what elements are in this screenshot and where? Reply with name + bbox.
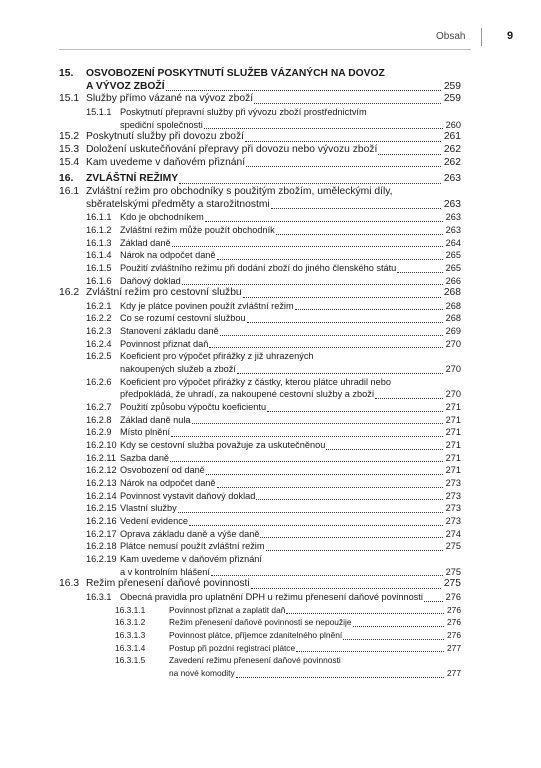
dot-leader xyxy=(246,166,441,167)
toc-entry-title: Daňový doklad xyxy=(120,275,181,286)
toc-entry[interactable] xyxy=(59,477,461,490)
toc-entry[interactable] xyxy=(59,325,461,338)
toc-entry-title: Nárok na odpočet daně xyxy=(120,478,216,488)
toc-entry-page: 263 xyxy=(443,198,461,210)
dot-leader xyxy=(254,103,441,104)
toc-entry-title: Zvláštní režim pro obchodníky s použitým zbožím, uměleckými díly, xyxy=(86,185,393,197)
toc-entry-number: 16. xyxy=(59,173,74,185)
toc-entry-page: 271 xyxy=(445,414,461,425)
dot-leader xyxy=(236,677,444,678)
toc-entry-page: 271 xyxy=(445,465,461,476)
toc-entry-title: Plátce nemusí použít zvláštní režim xyxy=(120,541,265,552)
running-header-section: Obsah xyxy=(436,31,466,42)
toc-entry[interactable] xyxy=(59,540,461,553)
toc-entry-number: 16.1.1 xyxy=(86,212,112,223)
toc-entry-title: Kam uvedeme v daňovém přiznání xyxy=(86,156,246,168)
toc-entry-number: 16.1 xyxy=(59,185,80,197)
dot-leader xyxy=(286,613,444,614)
toc-entry-page: 259 xyxy=(443,80,461,92)
toc-entry[interactable] xyxy=(59,287,461,300)
toc-entry-number: 16.2.10 xyxy=(86,440,117,451)
dot-leader xyxy=(256,499,442,500)
toc-entry-page: 273 xyxy=(445,503,461,514)
toc-entry[interactable] xyxy=(59,68,461,93)
dot-leader xyxy=(178,512,443,513)
toc-entry-page: 273 xyxy=(445,478,461,488)
toc-entry-title: Použití zvláštního režimu při dodání zboží do jiného členského státu xyxy=(120,262,397,273)
toc-entry-title: Obecná pravidla pro uplatnění DPH u režimu přenesení daňové povinnosti xyxy=(120,591,423,602)
toc-entry[interactable] xyxy=(59,211,461,224)
dot-leader xyxy=(243,297,441,298)
toc-entry-number: 15.4 xyxy=(59,156,80,168)
toc-entry-title: Režim přenesení daňové povinnosti se nepoužije xyxy=(169,617,352,628)
dot-leader xyxy=(267,411,443,412)
toc-entry-page: 273 xyxy=(445,515,461,526)
table-of-contents xyxy=(59,68,461,680)
toc-entry-number: 16.2.11 xyxy=(86,452,116,463)
toc-entry-page: 275 xyxy=(445,541,461,552)
toc-entry-page: 263 xyxy=(445,224,461,235)
toc-entry[interactable] xyxy=(59,312,461,325)
toc-entry-title: Osvobození od daně xyxy=(120,465,205,476)
toc-entry-title: předpokládá, že uhradí, za nakoupené cestovní služby a zboží xyxy=(120,389,375,400)
toc-entry-number: 16.2.8 xyxy=(86,414,112,425)
toc-entry[interactable] xyxy=(59,616,461,629)
toc-entry-number: 16.2.6 xyxy=(86,376,112,387)
toc-entry-title: Doložení uskutečňování přepravy při dovozu nebo vývozu zboží xyxy=(86,143,378,155)
toc-entry-page: 263 xyxy=(445,212,461,223)
toc-entry-page: 262 xyxy=(443,156,461,168)
toc-entry[interactable] xyxy=(59,186,461,211)
toc-entry-page: 266 xyxy=(445,275,461,286)
toc-entry-title: Povinnost vystavit daňový doklad xyxy=(120,490,256,501)
toc-entry-title: Vedení evidence xyxy=(120,515,188,526)
toc-entry-number: 15.1 xyxy=(59,93,80,105)
dot-leader xyxy=(211,575,443,576)
toc-entry[interactable] xyxy=(59,249,461,262)
toc-entry-title: Poskytnutí služby při dovozu zboží xyxy=(86,131,244,143)
toc-entry[interactable] xyxy=(59,553,461,578)
toc-entry-number: 16.2.14 xyxy=(86,490,117,501)
toc-entry-page: 273 xyxy=(445,490,461,501)
dot-leader xyxy=(217,259,443,260)
dot-leader xyxy=(266,550,443,551)
toc-entry[interactable] xyxy=(59,452,461,465)
toc-entry[interactable] xyxy=(59,106,461,131)
dot-leader xyxy=(192,423,443,424)
toc-entry-title: Zvláštní režim pro cestovní službu xyxy=(86,287,242,299)
toc-entry-title: Služby přímo vázané na vývoz zboží xyxy=(86,93,254,105)
toc-entry-title: Koeficient pro výpočet přirážky z částky, kterou plátce uhradil nebo xyxy=(120,376,391,387)
toc-entry-number: 15. xyxy=(59,68,74,79)
toc-entry-page: 276 xyxy=(447,617,461,628)
toc-entry-number: 16.1.4 xyxy=(86,250,112,261)
toc-entry[interactable] xyxy=(59,654,461,679)
header-divider xyxy=(481,28,482,46)
dot-leader xyxy=(353,626,445,627)
toc-entry[interactable] xyxy=(59,642,461,655)
dot-leader xyxy=(271,208,441,209)
toc-entry-title: Koeficient pro výpočet přirážky z již uhrazených xyxy=(120,351,314,362)
toc-entry-number: 16.2.19 xyxy=(86,553,117,564)
dot-leader xyxy=(182,284,443,285)
dot-leader xyxy=(295,309,443,310)
toc-entry-number: 16.1.3 xyxy=(86,237,112,248)
toc-entry-page: 274 xyxy=(445,528,461,539)
toc-entry-page: 277 xyxy=(447,642,461,653)
toc-entry-page: 271 xyxy=(445,452,461,463)
toc-entry[interactable] xyxy=(59,338,461,351)
toc-entry-number: 16.2.18 xyxy=(86,541,117,552)
toc-entry-title: Co se rozumí cestovní službou xyxy=(120,313,246,324)
toc-entry-number: 16.2.7 xyxy=(86,402,112,413)
toc-entry-title: a v kontrolním hlášení xyxy=(120,566,210,577)
dot-leader xyxy=(326,449,442,450)
toc-entry[interactable] xyxy=(59,578,461,591)
toc-entry-title: Zvláštní režim může použít obchodník xyxy=(120,224,275,235)
toc-entry-title: OSVOBOZENÍ POSKYTNUTÍ SLUŽEB VÁZANÝCH NA DOVOZ xyxy=(86,68,385,79)
toc-entry-title: Oprava základu daně a výše daně xyxy=(120,528,260,539)
toc-entry-number: 16.3.1.4 xyxy=(115,642,146,653)
toc-entry-number: 16.2.3 xyxy=(86,326,112,337)
toc-entry-page: 276 xyxy=(447,604,461,615)
dot-leader xyxy=(424,601,443,602)
dot-leader xyxy=(205,221,443,222)
toc-entry-number: 15.1.1 xyxy=(86,106,112,117)
toc-entry[interactable] xyxy=(59,426,461,439)
toc-entry-page: 276 xyxy=(445,591,461,602)
toc-entry[interactable] xyxy=(59,604,461,617)
dot-leader xyxy=(170,461,443,462)
toc-entry-title: Povinnost přiznat daň xyxy=(120,338,209,349)
toc-entry[interactable] xyxy=(59,414,461,427)
toc-entry-page: 276 xyxy=(447,629,461,640)
toc-entry-page: 265 xyxy=(445,262,461,273)
dot-leader xyxy=(296,651,444,652)
toc-entry-page: 262 xyxy=(443,143,461,155)
toc-entry-page: 268 xyxy=(443,287,461,299)
toc-entry-page: 268 xyxy=(445,313,461,324)
toc-entry-title: ZVLÁŠTNÍ REŽIMY xyxy=(86,173,179,185)
header-rule xyxy=(59,49,471,50)
toc-entry[interactable] xyxy=(59,528,461,541)
toc-entry[interactable] xyxy=(59,144,461,157)
toc-entry[interactable] xyxy=(59,157,461,170)
toc-entry-page: 263 xyxy=(443,173,461,185)
toc-entry-page: 264 xyxy=(445,237,461,248)
toc-entry-number: 16.2.12 xyxy=(86,465,117,476)
dot-leader xyxy=(217,487,443,488)
toc-entry-title: Poskytnutí přepravní služby při vývozu zboží prostřednictvím xyxy=(120,106,367,117)
toc-entry[interactable] xyxy=(59,262,461,275)
toc-entry-number: 16.1.2 xyxy=(86,224,112,235)
toc-entry[interactable] xyxy=(59,629,461,642)
toc-entry-title: Kdo je obchodníkem xyxy=(120,212,204,223)
toc-entry-title: Kam uvedeme v daňovém přiznání xyxy=(120,553,262,564)
toc-entry[interactable] xyxy=(59,275,461,288)
toc-entry[interactable] xyxy=(59,224,461,237)
dot-leader xyxy=(251,588,441,589)
toc-entry-number: 16.2.17 xyxy=(86,528,117,539)
toc-entry-title: Nárok na odpočet daně xyxy=(120,250,216,261)
dot-leader xyxy=(260,537,442,538)
toc-entry-page: 260 xyxy=(445,119,461,130)
toc-entry[interactable] xyxy=(59,439,461,452)
dot-leader xyxy=(172,246,443,247)
toc-entry[interactable] xyxy=(59,131,461,144)
toc-entry-page: 259 xyxy=(443,93,461,105)
toc-entry-number: 15.3 xyxy=(59,143,80,155)
toc-entry-number: 16.3.1.2 xyxy=(115,617,146,628)
toc-entry[interactable] xyxy=(59,93,461,106)
toc-entry[interactable] xyxy=(59,237,461,250)
toc-entry-title: Režim přenesení daňové povinnosti xyxy=(86,578,250,590)
toc-entry-number: 16.2.2 xyxy=(86,313,112,324)
toc-entry-title: Povinnost přiznat a zaplatit daň xyxy=(169,604,286,615)
toc-entry-page: 270 xyxy=(445,364,461,375)
toc-entry-title: Povinnost plátce, příjemce zdanitelného plnění xyxy=(169,629,343,640)
toc-entry-page: 261 xyxy=(443,131,461,143)
toc-entry-number: 16.2.4 xyxy=(86,338,112,349)
toc-entry-title: Základ daně nula xyxy=(120,414,191,425)
dot-leader xyxy=(276,234,443,235)
toc-entry-page: 270 xyxy=(445,389,461,400)
toc-entry[interactable] xyxy=(59,350,461,375)
toc-entry-number: 16.2.9 xyxy=(86,427,112,438)
dot-leader xyxy=(220,335,443,336)
toc-entry-title: sběratelskými předměty a starožitnostmi xyxy=(86,198,270,210)
toc-entry-page: 271 xyxy=(445,402,461,413)
dot-leader xyxy=(247,322,443,323)
toc-entry[interactable] xyxy=(59,515,461,528)
toc-entry-title: Stanovení základu daně xyxy=(120,326,219,337)
dot-leader xyxy=(209,347,442,348)
toc-entry-number: 16.3.1 xyxy=(86,591,112,602)
toc-entry-title: Použití způsobu výpočtu koeficientu xyxy=(120,402,267,413)
toc-entry-number: 15.2 xyxy=(59,131,80,143)
toc-entry-number: 16.2 xyxy=(59,287,80,299)
toc-entry-title: Zavedení režimu přenesení daňové povinnosti xyxy=(169,655,341,666)
toc-entry-title: A VÝVOZ ZBOŽÍ xyxy=(86,80,165,92)
toc-entry-title: Sazba daně xyxy=(120,452,170,463)
toc-entry-title: Kdy je plátce povinen použít zvláštní režim xyxy=(120,300,294,311)
toc-entry[interactable] xyxy=(59,502,461,515)
toc-entry-number: 16.2.16 xyxy=(86,515,117,526)
toc-entry-number: 16.2.13 xyxy=(86,478,117,488)
toc-entry-title: Kdy se cestovní služba považuje za uskutečněnou xyxy=(120,440,326,451)
toc-entry-page: 268 xyxy=(445,300,461,311)
toc-entry[interactable] xyxy=(59,591,461,604)
dot-leader xyxy=(206,474,443,475)
dot-leader xyxy=(166,90,441,91)
dot-leader xyxy=(189,525,443,526)
dot-leader xyxy=(343,639,444,640)
toc-entry-number: 16.3.1.1 xyxy=(115,604,146,615)
toc-entry-number: 16.1.5 xyxy=(86,262,112,273)
toc-entry-page: 271 xyxy=(445,427,461,438)
toc-entry[interactable] xyxy=(59,490,461,503)
toc-entry-page: 265 xyxy=(445,250,461,261)
dot-leader xyxy=(179,183,441,184)
toc-entry-title: spediční společnosti xyxy=(120,119,203,130)
toc-entry[interactable] xyxy=(59,376,461,401)
dot-leader xyxy=(204,128,443,129)
toc-entry-title: nakoupených služeb a zboží xyxy=(120,364,236,375)
toc-entry[interactable] xyxy=(59,401,461,414)
toc-entry-number: 16.2.15 xyxy=(86,503,117,514)
toc-entry-number: 16.2.5 xyxy=(86,351,112,362)
dot-leader xyxy=(397,272,442,273)
toc-entry-page: 269 xyxy=(445,326,461,337)
toc-entry-title: Základ daně xyxy=(120,237,171,248)
page-number: 9 xyxy=(507,30,514,42)
toc-entry-page: 271 xyxy=(445,440,461,451)
toc-entry-number: 16.3.1.5 xyxy=(115,655,146,666)
toc-entry-page: 277 xyxy=(447,667,461,678)
dot-leader xyxy=(245,141,441,142)
dot-leader xyxy=(378,154,440,155)
toc-entry-number: 16.3 xyxy=(59,578,80,590)
toc-entry-title: Vlastní služby xyxy=(120,503,177,514)
toc-entry[interactable] xyxy=(59,464,461,477)
dot-leader xyxy=(375,398,442,399)
dot-leader xyxy=(171,436,443,437)
toc-entry[interactable] xyxy=(59,173,461,186)
dot-leader xyxy=(237,373,443,374)
toc-entry[interactable] xyxy=(59,300,461,313)
toc-entry-title: Postup při pozdní registraci plátce xyxy=(169,642,296,653)
toc-entry-page: 270 xyxy=(445,338,461,349)
toc-entry-page: 275 xyxy=(445,566,461,577)
toc-entry-number: 16.2.1 xyxy=(86,300,112,311)
toc-entry-number: 16.1.6 xyxy=(86,275,112,286)
toc-entry-page: 275 xyxy=(443,578,461,590)
toc-entry-title: na nové komodity xyxy=(169,667,235,678)
toc-entry-number: 16.3.1.3 xyxy=(115,629,146,640)
toc-entry-title: Místo plnění xyxy=(120,427,171,438)
